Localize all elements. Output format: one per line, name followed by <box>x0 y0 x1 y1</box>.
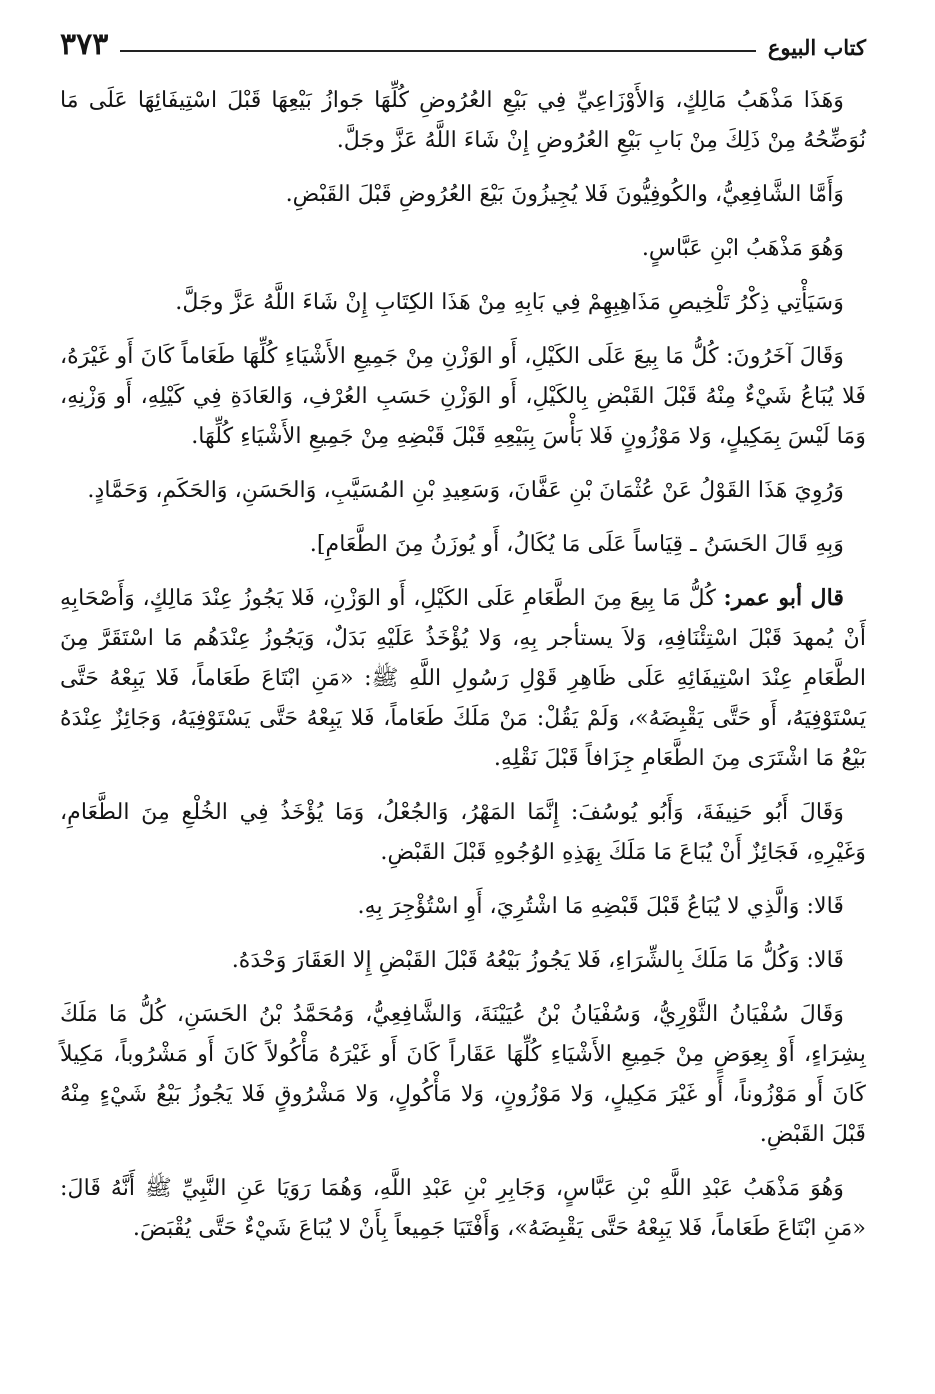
paragraph <box>60 524 866 564</box>
header-rule <box>120 50 756 52</box>
page-header <box>60 24 866 60</box>
paragraph-text: وَهُوَ مَذْهَبُ ابْنِ عَبَّاسٍ. <box>641 235 844 261</box>
paragraph-text: وَقَالَ سُفْيَانُ الثَّوْرِيُّ، وَسُفْيَانُ بْنُ عُيَيْنَةَ، وَالشَّافِعِيُّ، وَمُحَمَّدُ بْنُ الحَسَنِ، كُلُّ مَا مَلَكَ بِشِرَاءٍ، أَوْ بِعِوَضٍ مِنْ جَمِيعِ الأَشْيَاءِ كُلِّهَا عَقَاراً كَانَ أَو غَيْرَهُ مَأْكُولاً كَانَ أَو مَشْرُوباً، مَكِيلاً كَانَ أَو مَوْزُوناً، أَو غَيْرَ مَكِيلٍ، وَلا مَوْزُونٍ، وَلا مَأْكُولٍ، وَلا مَشْرُوقٍ فَلا يَجُوزُ بَيْعُ شَيْءٍ مِنْهُ قَبْلَ القَبْضِ. <box>60 1001 866 1147</box>
paragraph <box>60 940 866 980</box>
paragraph-text: وَهُوَ مَذْهَبُ عَبْدِ اللَّهِ بْنِ عَبَّاسٍ، وَجَابِرِ بْنِ عَبْدِ اللَّهِ، وَهُمَا رَوَيَا عَنِ النَّبِيِّ ﷺ أَنَّهُ قَالَ: «مَنِ ابْتَاعَ طَعَاماً، فَلا يَبِعْهُ حَتَّى يَقْبِضَهُ»، وَأَفْتَيَا جَمِيعاً بِأَنْ لا يُبَاعَ شَيْءٌ حَتَّى يُقْبَضَ. <box>60 1175 866 1241</box>
paragraph <box>60 994 866 1154</box>
paragraph <box>60 470 866 510</box>
paragraph-text: وَهَذَا مَذْهَبُ مَالِكٍ، وَالأَوْزَاعِيِّ فِي بَيْعِ العُرُوضِ كُلِّهَا جَوازُ بَيْعِهَا قَبْلَ اسْتِيفَائِهَا عَلَى مَا نُوَضِّحُهُ مِنْ ذَلِكَ مِنْ بَابِ بَيْعِ العُرُوضِ إِنْ شَاءَ اللَّهُ عَزَّ وجَلَّ. <box>60 87 866 153</box>
paragraph <box>60 228 866 268</box>
paragraph-text: وَبِهِ قَالَ الحَسَنُ ـ قِيَاساً عَلَى مَا يُكَالُ، أَو يُوزَنُ مِنَ الطَّعَامِ]. <box>309 531 844 557</box>
paragraph-text: وَسَيَأْتِي ذِكْرُ تَلْخِيصِ مَذَاهِبِهِمْ فِي بَابِهِ مِنْ هَذَا الكِتَابِ إِنْ شَاءَ اللَّهُ عَزَّ وجَلَّ. <box>175 289 844 315</box>
paragraph <box>60 282 866 322</box>
book-page <box>60 24 866 1262</box>
running-title: كتاب البيوع <box>767 35 866 60</box>
page-body <box>60 80 866 1248</box>
paragraph-text: وَأَمَّا الشَّافِعِيُّ، والكُوفِيُّونَ فَلا يُجِيزُونَ بَيْعَ العُرُوضِ قَبْلَ القَبْضِ. <box>285 181 844 207</box>
paragraph <box>60 80 866 160</box>
paragraph-text: وَرُوِيَ هَذَا القَوْلُ عَنْ عُثْمَانَ بْنِ عَفَّانَ، وَسَعِيدِ بْنِ المُسَيَّبِ، وَالحَسَنِ، وَالحَكَمِ، وَحَمَّادٍ. <box>87 477 844 503</box>
speaker-label: قال أبو عمر: <box>723 585 844 611</box>
paragraph <box>60 886 866 926</box>
paragraph-text: قَالا: وَكُلُّ مَا مَلَكَ بِالشِّرَاءِ، فَلا يَجُوزُ بَيْعُهُ قَبْلَ القَبْضِ إِلا العَقَارَ وَحْدَهُ. <box>231 947 844 973</box>
page-number: ٣٧٣ <box>60 27 109 62</box>
paragraph-text: وَقَالَ آخَرُونَ: كُلُّ مَا بِيعَ عَلَى الكَيْلِ، أَو الوَزْنِ مِنْ جَمِيعِ الأَشْيَاءِ كُلِّهَا طَعَاماً كَانَ أَو غَيْرَهُ، فَلا يُبَاعُ شَيْءٌ مِنْهُ قَبْلَ القَبْضِ بِالكَيْلِ، أَو الوَزْنِ حَسَبِ العُرْفِ، وَالعَادَةِ فِي كَيْلِهِ، أَو وَزْنِهِ، وَمَا لَيْسَ بِمَكِيلٍ، وَلا مَوْزُونٍ فَلا بَأْسَ بِبَيْعِهِ قَبْلَ قَبْضِهِ مِنْ جَمِيعِ الأَشْيَاءِ كُلِّهَا. <box>60 343 866 449</box>
paragraph <box>60 336 866 456</box>
paragraph <box>60 1168 866 1248</box>
paragraph-text: قَالا: وَالَّذِي لا يُبَاعُ قَبْلَ قَبْضِهِ مَا اشْتُرِيَ، أَوِ اسْتُؤْجِرَ بِهِ. <box>357 893 844 919</box>
paragraph <box>60 792 866 872</box>
paragraph <box>60 174 866 214</box>
paragraph-text: وَقَالَ أَبُو حَنِيفَةَ، وَأَبُو يُوسُفَ: إِنَّمَا المَهْرُ، وَالجُعْلُ، وَمَا يُؤْخَذُ فِي الخُلْعِ مِنَ الطَّعَامِ، وَغَيْرِهِ، فَجَائِزٌ أَنْ يُبَاعَ مَا مَلَكَ بِهَذِهِ الوُجُوهِ قَبْلَ القَبْضِ. <box>60 799 866 865</box>
paragraph-text: كُلُّ مَا بِيعَ مِنَ الطَّعَامِ عَلَى الكَيْلِ، أَو الوَزْنِ، فَلا يَجُوزُ عِنْدَ مَالِكٍ، وَأَصْحَابِهِ أَنْ يُمهدَ قَبْلَ اسْتِئْنَافِهِ، وَلاَ يستأجر بِهِ، وَلا يُؤْخَذُ عَلَيْهِ بَدَلٌ، وَيَجُوزُ عِنْدَهُم مَا اسْتَقَرَّ مِنَ الطَّعَامِ عِنْدَ اسْتِيفَائِهِ عَلَى ظَاهِرِ قَوْلِ رَسُولِ اللَّهِ ﷺ: «مَنِ ابْتَاعَ طَعَاماً، فَلا يَبِعْهُ حَتَّى يَسْتَوْفِيَهُ، أَو حَتَّى يَقْبِضَهُ»، وَلَمْ يَقُلْ: مَنْ مَلَكَ طَعَاماً، فَلا يَبِعْهُ حَتَّى يَسْتَوْفِيَهُ، وَجَائِزٌ عِنْدَهُ بَيْعُ مَا اشْتَرَى مِنَ الطَّعَامِ جِزَافاً قَبْلَ نَقْلِهِ. <box>60 585 866 771</box>
paragraph <box>60 578 866 778</box>
